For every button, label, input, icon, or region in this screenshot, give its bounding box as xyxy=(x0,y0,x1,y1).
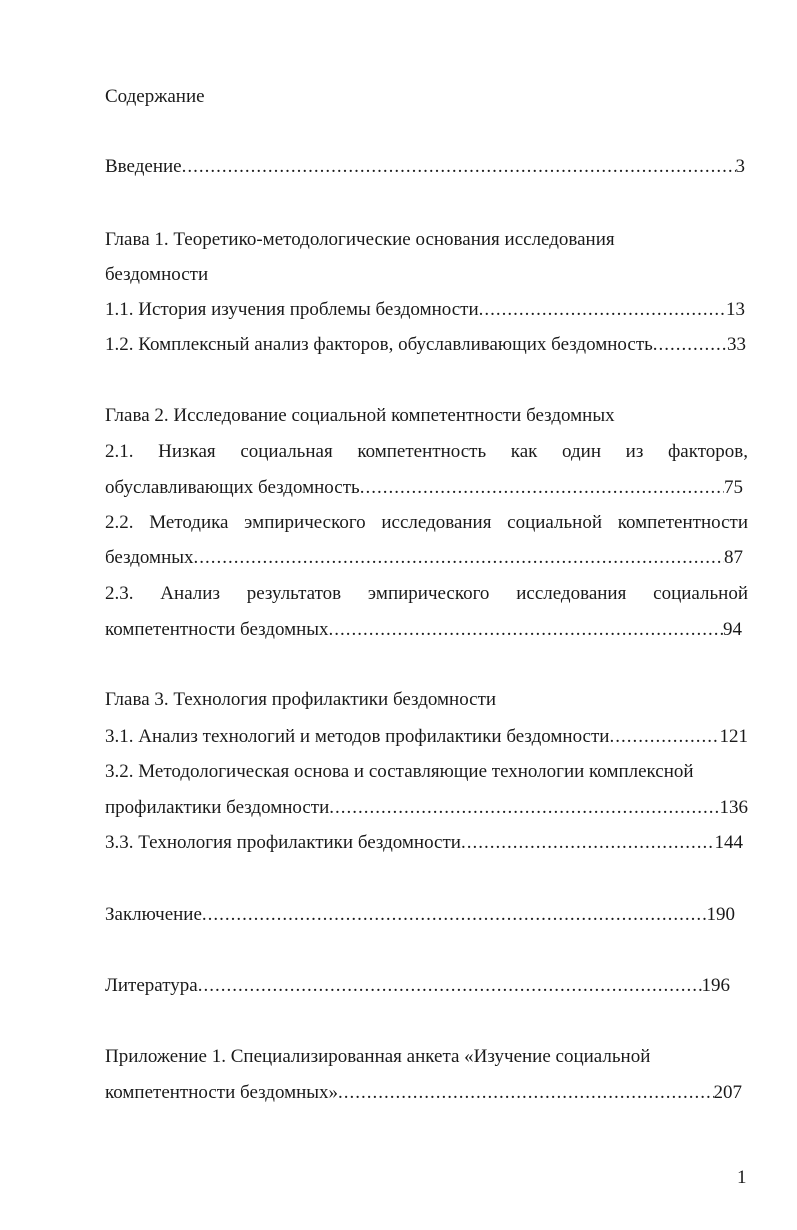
toc-leader-dots xyxy=(609,725,719,749)
toc-leader-dots xyxy=(182,155,736,179)
toc-entry-label: 1.2. Комплексный анализ факторов, обуславливающих бездомность xyxy=(105,334,653,355)
toc-entry-page: 94 xyxy=(723,619,742,640)
toc-entry-label: компетентности бездомных xyxy=(105,619,329,640)
toc-entry-intro xyxy=(105,155,745,179)
toc-leader-dots xyxy=(194,546,724,570)
toc-entry-conclusion xyxy=(105,903,735,927)
toc-entry-1-1 xyxy=(105,298,745,322)
toc-entry-2-1-line1: 2.1. Низкая социальная компетентность как один из факторов, xyxy=(105,441,748,462)
toc-entry-2-3-line1: 2.3. Анализ результатов эмпирического исследования социальной xyxy=(105,583,748,604)
toc-entry-label: 3.1. Анализ технологий и методов профилактики бездомности xyxy=(105,726,610,747)
toc-entry-page: 75 xyxy=(724,477,743,498)
chapter1-title-line2: бездомности xyxy=(105,264,209,285)
toc-leader-dots xyxy=(653,333,727,357)
toc-title: Содержание xyxy=(105,86,205,107)
toc-entry-1-2 xyxy=(105,333,746,357)
toc-entry-label: профилактики бездомности xyxy=(105,797,330,818)
toc-entry-page: 196 xyxy=(701,975,730,996)
toc-leader-dots xyxy=(360,476,724,500)
toc-leader-dots xyxy=(198,974,702,998)
toc-entry-literature xyxy=(105,974,730,998)
toc-entry-3-3 xyxy=(105,831,743,855)
chapter1-title-line1: Глава 1. Теоретико-методологические основания исследования xyxy=(105,229,615,250)
toc-entry-2-2 xyxy=(105,546,743,570)
toc-entry-page: 144 xyxy=(714,832,743,853)
toc-entry-page: 136 xyxy=(719,797,748,818)
toc-entry-label: Литература xyxy=(105,975,198,996)
toc-entry-2-2-line1: 2.2. Методика эмпирического исследования социальной компетентности xyxy=(105,512,748,533)
toc-entry-page: 33 xyxy=(727,334,746,355)
chapter3-title: Глава 3. Технология профилактики бездомности xyxy=(105,689,497,710)
toc-entry-page: 121 xyxy=(719,726,748,747)
toc-entry-3-1 xyxy=(105,725,748,749)
toc-entry-2-3 xyxy=(105,618,742,642)
toc-entry-page: 13 xyxy=(726,299,745,320)
toc-entry-page: 207 xyxy=(713,1082,742,1103)
toc-entry-page: 3 xyxy=(735,156,745,177)
toc-entry-appendix xyxy=(105,1081,742,1105)
toc-entry-page: 190 xyxy=(706,904,735,925)
toc-entry-label: 3.3. Технология профилактики бездомности xyxy=(105,832,461,853)
toc-entry-appendix-line1: Приложение 1. Специализированная анкета «Изучение социальной xyxy=(105,1046,651,1067)
toc-entry-label: Заключение xyxy=(105,904,202,925)
toc-entry-3-2-line1: 3.2. Методологическая основа и составляющие технологии комплексной xyxy=(105,761,694,782)
toc-leader-dots xyxy=(202,903,707,927)
toc-entry-label: бездомных xyxy=(105,547,194,568)
toc-leader-dots xyxy=(338,1081,713,1105)
toc-leader-dots xyxy=(461,831,715,855)
toc-leader-dots xyxy=(479,298,726,322)
page-number: 1 xyxy=(737,1167,747,1188)
toc-entry-3-2 xyxy=(105,796,748,820)
toc-entry-page: 87 xyxy=(724,547,743,568)
toc-entry-label: компетентности бездомных» xyxy=(105,1082,339,1103)
toc-entry-2-1 xyxy=(105,476,743,500)
toc-leader-dots xyxy=(329,796,719,820)
toc-entry-label: обуславливающих бездомность xyxy=(105,477,360,498)
chapter2-title: Глава 2. Исследование социальной компетентности бездомных xyxy=(105,405,615,426)
toc-entry-label: 1.1. История изучения проблемы бездомности xyxy=(105,299,479,320)
toc-entry-label: Введение xyxy=(105,156,182,177)
toc-leader-dots xyxy=(329,618,723,642)
